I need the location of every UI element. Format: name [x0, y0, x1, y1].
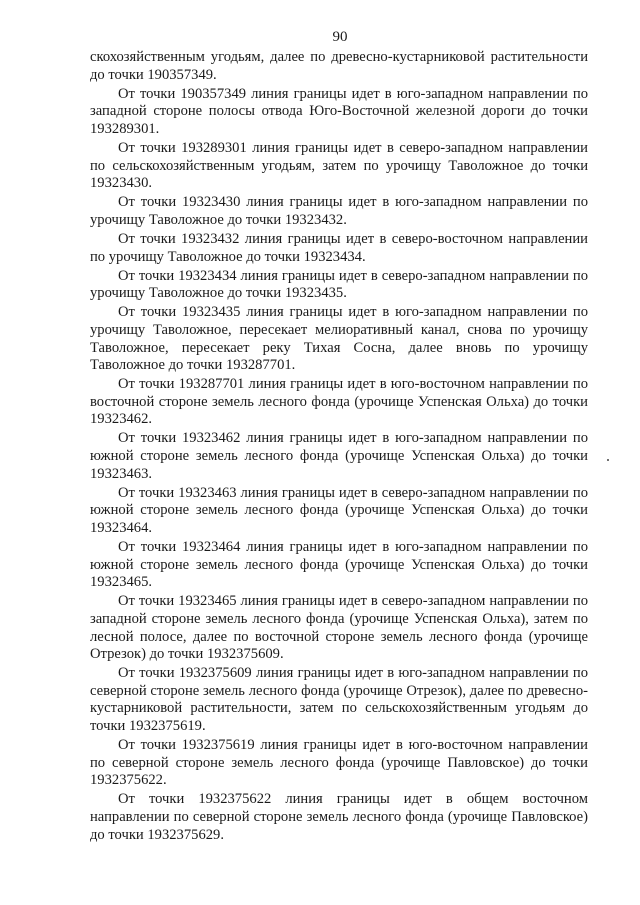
paragraph: От точки 19323432 линия границы идет в северо-восточном направлении по урочищу Таволожное до точки 19323434.	[90, 230, 588, 265]
paragraph: скохозяйственным угодьям, далее по древесно-кустарниковой растительности до точки 190357349.	[90, 49, 588, 83]
paragraph: От точки 19323435 линия границы идет в юго-западном направлении по урочищу Таволожное, пересекает мелиоративный канал, снова по урочищу Таволожное, пересекает реку Тихая Сосна, далее вновь по урочищу Таволожное до точки 193287701.	[90, 304, 588, 374]
document-body	[90, 49, 588, 846]
scan-speck	[607, 459, 609, 461]
paragraph: От точки 1932375619 линия границы идет в юго-восточном направлении по северной стороне земель лесного фонда (урочище Павловское) до точки 1932375622.	[90, 737, 588, 789]
paragraph: От точки 19323464 линия границы идет в юго-западном направлении по южной стороне земель лесного фонда (урочище Успенская Ольха) до точки 19323465.	[90, 539, 588, 591]
page-number: 90	[332, 29, 348, 45]
paragraph: От точки 1932375609 линия границы идет в юго-западном направлении по северной стороне земель лесного фонда (урочище Отрезок), далее по древесно-кустарниковой растительности, затем по сельскохозяйственным угодьям до точки 1932375619.	[90, 665, 588, 734]
paragraph: От точки 193287701 линия границы идет в юго-восточном направлении по восточной стороне земель лесного фонда (урочище Успенская Ольха) до точки 19323462.	[90, 376, 588, 428]
paragraph: От точки 19323434 линия границы идет в северо-западном направлении по урочищу Таволожное до точки 19323435.	[90, 267, 588, 302]
paragraph: От точки 19323462 линия границы идет в юго-западном направлении по южной стороне земель лесного фонда (урочище Успенская Ольха) до точки 19323463.	[90, 430, 588, 482]
paragraph: От точки 19323463 линия границы идет в северо-западном направлении по южной стороне земель лесного фонда (урочище Успенская Ольха) до точки 19323464.	[90, 484, 588, 536]
paragraph: От точки 193289301 линия границы идет в северо-западном направлении по сельскохозяйственным угодьям, затем по урочищу Таволожное до точки 19323430.	[90, 139, 588, 192]
paragraph: От точки 190357349 линия границы идет в юго-западном направлении по западной стороне полосы отвода Юго-Восточной железной дороги до точки 193289301.	[90, 85, 588, 137]
paragraph: От точки 1932375622 линия границы идет в общем восточном направлении по северной стороне земель лесного фонда (урочище Павловское) до точки 1932375629.	[90, 791, 588, 843]
paragraph: От точки 19323430 линия границы идет в юго-западном направлении по урочищу Таволожное до точки 19323432.	[90, 194, 588, 228]
paragraph: От точки 19323465 линия границы идет в северо-западном направлении по западной стороне земель лесного фонда (урочище Успенская Ольха), затем по лесной полосе, далее по восточной стороне земель лесного фонда (урочище Отрезок) до точки 1932375609.	[90, 593, 588, 663]
